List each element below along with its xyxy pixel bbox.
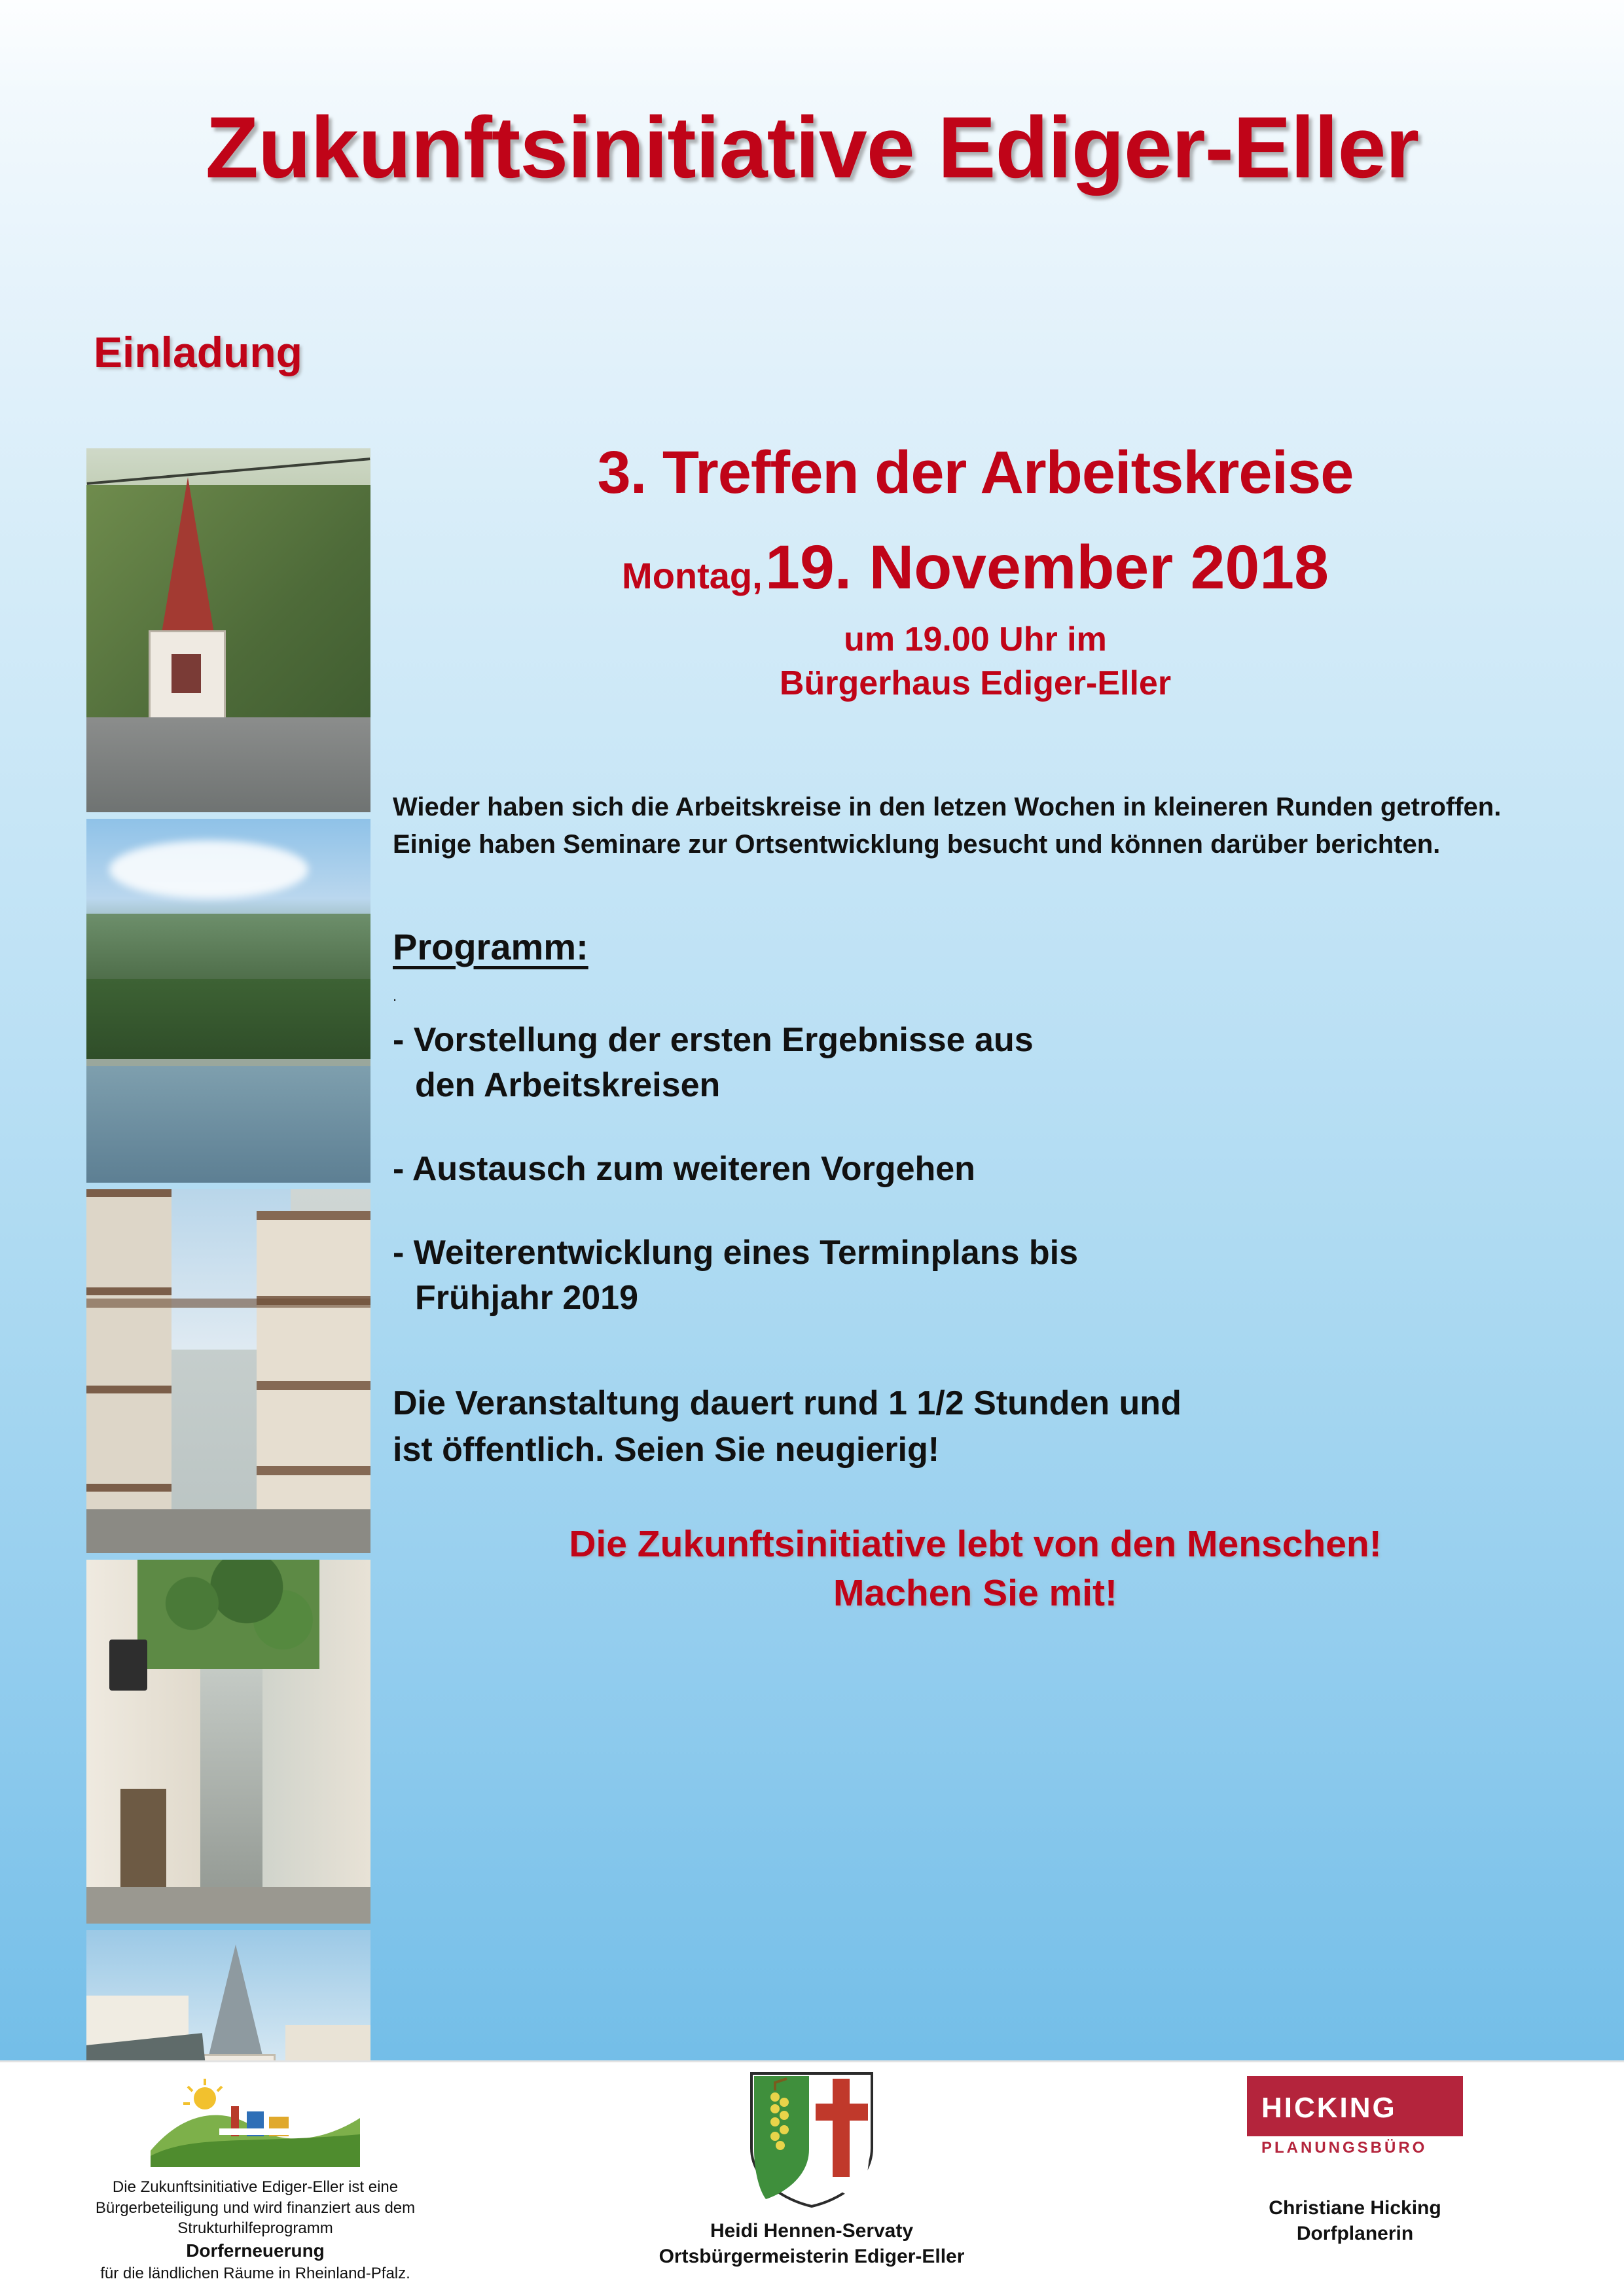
footer-right-name: [1146, 2195, 1564, 2246]
program-item-1-line1: - Vorstellung der ersten Ergebnisse aus: [393, 1020, 1034, 1059]
photo-vine-covered-alley: [86, 1560, 370, 1924]
event-time: um 19.00 Uhr im: [844, 620, 1107, 658]
callout-line-1: Die Zukunftsinitiative lebt von den Menschen!: [569, 1523, 1382, 1566]
closing-line-1: Die Veranstaltung dauert rund 1 1/2 Stunden und: [393, 1384, 1182, 1423]
footer-left-line-2: Bürgerbeteiligung und wird finanziert aus dem: [95, 2198, 416, 2217]
planner-name: Christiane Hicking: [1269, 2197, 1441, 2219]
footer-center-column: [589, 2070, 1034, 2269]
page-title: Zukunftsinitiative Ediger-Eller: [205, 99, 1419, 196]
footer-divider: [0, 2060, 1624, 2062]
footer-left-column: [39, 2072, 471, 2284]
closing-paragraph: [393, 1380, 1558, 1473]
decorative-dot: .: [393, 987, 397, 1004]
intro-paragraph: Wieder haben sich die Arbeitskreise in den letzen Wochen in kleineren Runden getroffen. Einige haben Seminare zur Ortsentwicklung besucht und können darüber berichten.: [393, 793, 1502, 859]
invitation-label: Einladung: [94, 328, 302, 376]
program-item-3-line1: - Weiterentwicklung eines Terminplans bis: [393, 1233, 1078, 1272]
footer-left-caption: [39, 2177, 471, 2284]
planner-role: Dorfplanerin: [1296, 2223, 1414, 2244]
callout-message: [393, 1520, 1558, 1617]
program-heading: Programm:: [393, 925, 588, 967]
footer-right-column: [1146, 2076, 1564, 2246]
photo-mosel-river-valley: [86, 819, 370, 1183]
footer-center-name: [589, 2218, 1034, 2269]
event-time-location: [393, 618, 1558, 705]
footer-left-line-4: für die ländlichen Räume in Rheinland-Pfalz.: [100, 2264, 410, 2282]
photo-half-timbered-houses: [86, 1189, 370, 1553]
event-dateline: [393, 532, 1558, 603]
callout-line-2: Machen Sie mit!: [833, 1571, 1117, 1614]
program-item-2: [393, 1147, 1558, 1193]
title-block: [0, 98, 1624, 198]
footer-left-line-1: Die Zukunftsinitiative Ediger-Eller ist eine: [112, 2178, 399, 2196]
event-headline: 3. Treffen der Arbeitskreise: [597, 439, 1354, 506]
dorferneuerung-logo: [147, 2072, 363, 2170]
event-weekday: Montag,: [622, 555, 763, 596]
photo-strip: [86, 448, 370, 2294]
program-item-1-line2: den Arbeitskreisen: [415, 1066, 721, 1105]
photo-church-spire-hillside: [86, 448, 370, 812]
mayor-role: Ortsbürgermeisterin Ediger-Eller: [659, 2246, 965, 2267]
event-date: 19. November 2018: [765, 533, 1329, 602]
hicking-logo-box: [1247, 2076, 1463, 2136]
program-item-3-line2: Frühjahr 2019: [415, 1279, 639, 1318]
mayor-name: Heidi Hennen-Servaty: [710, 2220, 914, 2242]
dorferneuerung-logo-icon: [147, 2072, 363, 2170]
program-item-3: [393, 1230, 1558, 1321]
program-item-1: [393, 1018, 1558, 1109]
footer-left-line-3: Strukturhilfeprogramm: [177, 2219, 333, 2238]
coat-of-arms-icon: [746, 2070, 877, 2210]
hicking-logo: [1247, 2076, 1463, 2161]
closing-line-2: ist öffentlich. Seien Sie neugierig!: [393, 1430, 940, 1469]
main-content: [393, 439, 1558, 1617]
event-venue: Bürgerhaus Ediger-Eller: [779, 664, 1172, 702]
hicking-logo-subtext: PLANUNGSBÜRO: [1261, 2139, 1428, 2157]
hicking-logo-text: HICKING: [1261, 2092, 1397, 2124]
rheinland-pfalz-wappen: [746, 2070, 877, 2210]
footer: [0, 2060, 1624, 2296]
footer-left-program-name: Dorferneuerung: [186, 2240, 325, 2261]
program-item-2-line1: - Austausch zum weiteren Vorgehen: [393, 1150, 975, 1189]
